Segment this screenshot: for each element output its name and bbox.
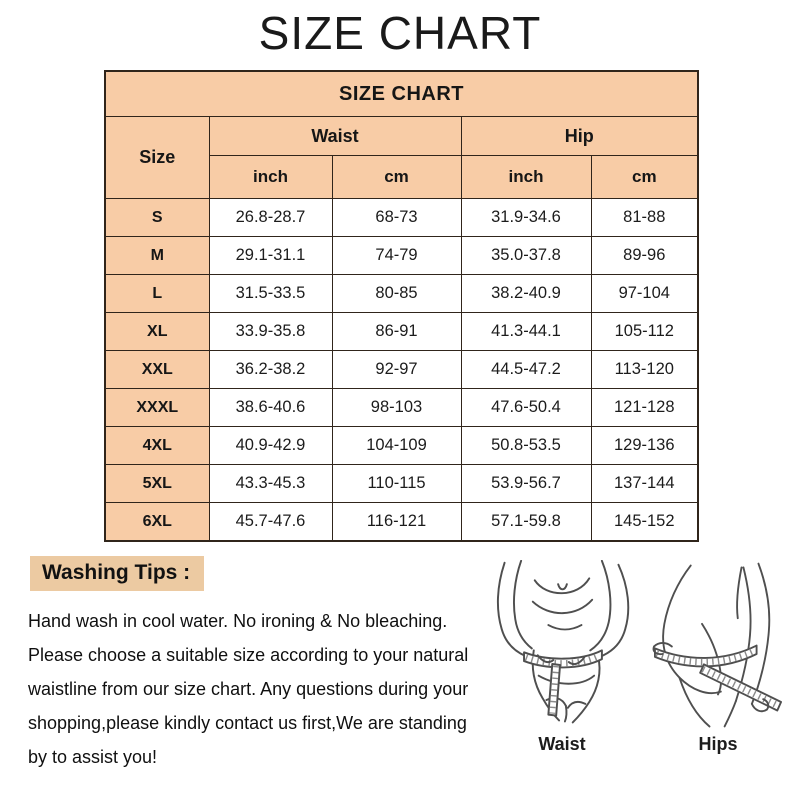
size-cell: 6XL (105, 503, 209, 542)
measurement-figures (484, 560, 796, 755)
hip-cm-cell: 145-152 (591, 503, 698, 542)
tips-line: Please choose a suitable size according to your natural (28, 645, 469, 665)
waist-cm-cell: 98-103 (332, 389, 461, 427)
waist-cm-header: cm (332, 156, 461, 199)
waist-inch-cell: 45.7-47.6 (209, 503, 332, 542)
waist-inch-cell: 38.6-40.6 (209, 389, 332, 427)
size-cell: M (105, 237, 209, 275)
table-row (105, 199, 698, 237)
table-title: SIZE CHART (105, 71, 698, 117)
table-row (105, 427, 698, 465)
table-row (105, 351, 698, 389)
waist-cm-cell: 68-73 (332, 199, 461, 237)
tips-line: Hand wash in cool water. No ironing & No bleaching. (28, 611, 448, 631)
waist-inch-cell: 36.2-38.2 (209, 351, 332, 389)
waist-cm-cell: 92-97 (332, 351, 461, 389)
hip-cm-cell: 121-128 (591, 389, 698, 427)
hip-inch-cell: 50.8-53.5 (461, 427, 591, 465)
waist-cm-cell: 110-115 (332, 465, 461, 503)
hip-cm-cell: 137-144 (591, 465, 698, 503)
size-chart-table (104, 70, 699, 542)
hip-cm-cell: 129-136 (591, 427, 698, 465)
hip-group-header: Hip (461, 117, 698, 156)
tips-line: waistline from our size chart. Any questions during your (28, 679, 469, 699)
table-row (105, 237, 698, 275)
hips-figure-label: Hips (698, 734, 738, 754)
size-cell: XL (105, 313, 209, 351)
hip-cm-cell: 89-96 (591, 237, 698, 275)
waist-inch-cell: 26.8-28.7 (209, 199, 332, 237)
page-title: SIZE CHART (258, 7, 542, 59)
hip-inch-cell: 38.2-40.9 (461, 275, 591, 313)
hip-cm-cell: 81-88 (591, 199, 698, 237)
waist-inch-cell: 29.1-31.1 (209, 237, 332, 275)
table-row (105, 313, 698, 351)
waist-cm-cell: 74-79 (332, 237, 461, 275)
hip-inch-cell: 31.9-34.6 (461, 199, 591, 237)
hip-inch-cell: 44.5-47.2 (461, 351, 591, 389)
waist-cm-cell: 104-109 (332, 427, 461, 465)
waist-cm-cell: 86-91 (332, 313, 461, 351)
table-title-row (105, 71, 698, 117)
hip-inch-header: inch (461, 156, 591, 199)
hips-measure-illustration (638, 560, 798, 732)
size-cell: XXXL (105, 389, 209, 427)
waist-figure-label: Waist (538, 734, 586, 754)
size-cell: XXL (105, 351, 209, 389)
size-cell: S (105, 199, 209, 237)
waist-inch-cell: 40.9-42.9 (209, 427, 332, 465)
hip-cm-cell: 105-112 (591, 313, 698, 351)
hip-inch-cell: 41.3-44.1 (461, 313, 591, 351)
hip-inch-cell: 47.6-50.4 (461, 389, 591, 427)
table-row (105, 503, 698, 542)
table-row (105, 389, 698, 427)
tips-line: by to assist you! (28, 747, 158, 767)
size-cell: 4XL (105, 427, 209, 465)
waist-inch-header: inch (209, 156, 332, 199)
table-row (105, 465, 698, 503)
table-group-header-row (105, 117, 698, 156)
hips-figure (640, 560, 796, 755)
washing-tips-text (28, 604, 490, 774)
tips-line: shopping,please kindly contact us first,We are standing (28, 713, 467, 733)
waist-inch-cell: 31.5-33.5 (209, 275, 332, 313)
waist-cm-cell: 116-121 (332, 503, 461, 542)
hip-cm-header: cm (591, 156, 698, 199)
hip-inch-cell: 53.9-56.7 (461, 465, 591, 503)
washing-tips-heading: Washing Tips : (30, 556, 204, 591)
waist-measure-illustration (489, 560, 635, 732)
waist-inch-cell: 33.9-35.8 (209, 313, 332, 351)
size-cell: L (105, 275, 209, 313)
size-cell: 5XL (105, 465, 209, 503)
waist-figure (484, 560, 640, 755)
hip-inch-cell: 57.1-59.8 (461, 503, 591, 542)
table-row (105, 275, 698, 313)
waist-group-header: Waist (209, 117, 461, 156)
size-column-header: Size (105, 117, 209, 199)
waist-cm-cell: 80-85 (332, 275, 461, 313)
waist-inch-cell: 43.3-45.3 (209, 465, 332, 503)
hip-cm-cell: 113-120 (591, 351, 698, 389)
hip-inch-cell: 35.0-37.8 (461, 237, 591, 275)
hip-cm-cell: 97-104 (591, 275, 698, 313)
